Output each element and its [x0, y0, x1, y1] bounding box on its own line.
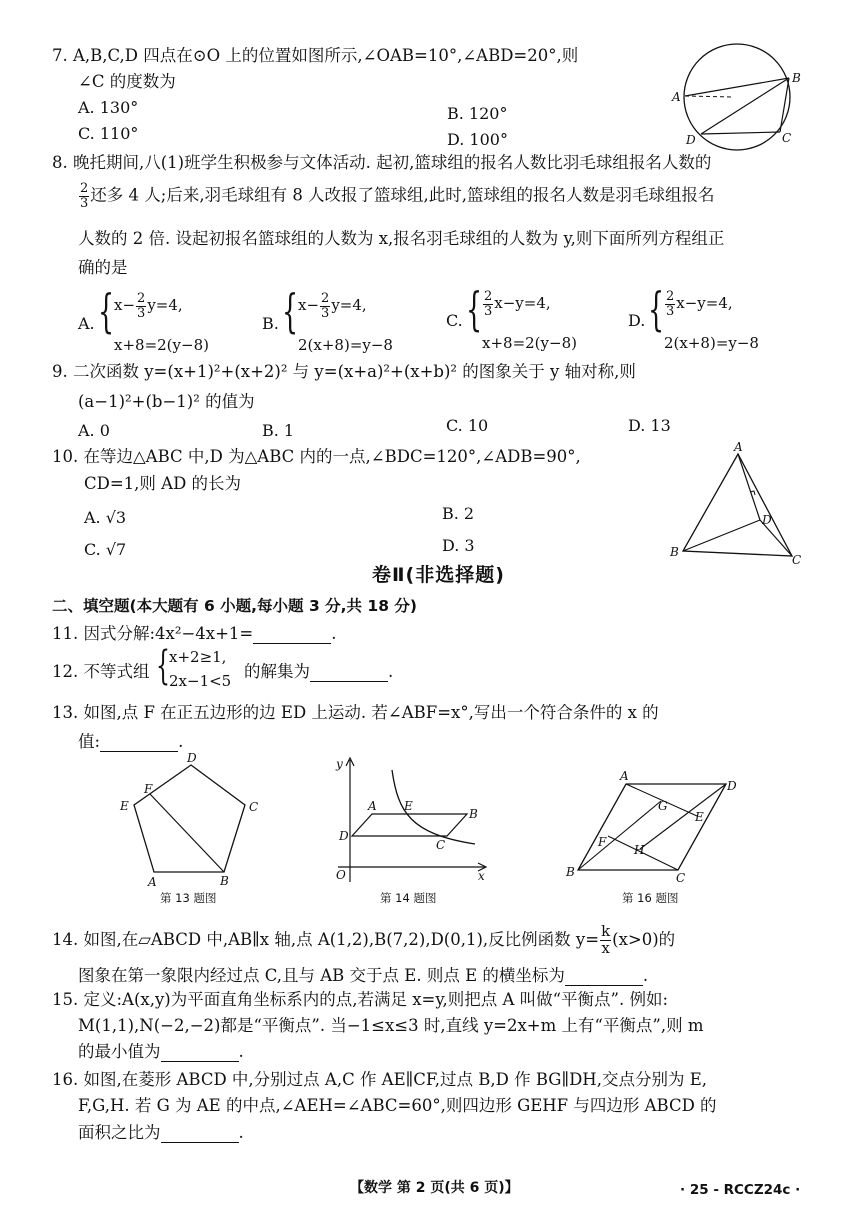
q7-option-b: B. 120°	[447, 104, 508, 123]
svg-text:D: D	[762, 513, 772, 527]
svg-text:B: B	[670, 545, 679, 559]
fig14-coordinate	[330, 752, 500, 888]
q8-option-a-label: A.	[78, 314, 95, 333]
fig16-rhombus	[560, 764, 750, 884]
svg-text:O: O	[336, 868, 346, 882]
fig13-caption: 第 13 题图	[160, 891, 217, 905]
q12-post: 的解集为 .	[244, 662, 394, 681]
svg-text:B: B	[792, 71, 801, 85]
svg-text:C: C	[676, 871, 686, 884]
svg-text:B: B	[469, 807, 478, 821]
q8-line4: 确的是	[78, 258, 128, 277]
svg-text:F: F	[144, 782, 153, 796]
q12-answer-blank[interactable]	[310, 667, 388, 682]
svg-text:D: D	[339, 829, 349, 843]
svg-text:D: D	[187, 751, 197, 765]
q13-line1: 13. 如图,点 F 在正五边形的边 ED 上运动. 若∠ABF=x°,写出一个符合条件的 x 的	[52, 703, 659, 722]
svg-text:B: B	[566, 865, 575, 879]
fig16-caption: 第 16 题图	[622, 891, 679, 905]
svg-text:D: D	[686, 133, 696, 147]
q14-line1: 14. 如图,在▱ABCD 中,AB∥x 轴,点 A(1,2),B(7,2),D(0,1),反比例函数 y= $\frac{k}{x}$ (x>0)的	[52, 922, 676, 957]
svg-text:E: E	[120, 799, 129, 813]
q8-option-c-label: C.	[446, 311, 463, 330]
q8-option-a-system: { x− $\frac{2}{3}$ y=4, x+8=2(y−8)	[98, 284, 209, 354]
q15-answer-blank[interactable]	[161, 1047, 239, 1062]
q8-option-c-system: { $\frac{2}{3}$ x−y=4, x+8=2(y−8)	[466, 282, 577, 352]
q8-option-b-system: { x− $\frac{2}{3}$ y=4, 2(x+8)=y−8	[282, 284, 393, 354]
q15-line2: M(1,1),N(−2,−2)都是“平衡点”. 当−1≤x≤3 时,直线 y=2x+m 上有“平衡点”,则 m	[78, 1016, 704, 1035]
q7-option-d: D. 100°	[447, 130, 508, 149]
svg-text:D: D	[727, 779, 737, 793]
q9-line2: (a−1)²+(b−1)² 的值为	[78, 392, 255, 411]
svg-text:C: C	[249, 800, 259, 814]
q7-option-c: C. 110°	[78, 124, 139, 143]
q9-option-a: A. 0	[78, 421, 110, 440]
svg-text:A: A	[368, 799, 377, 813]
footer-page-info: 【数学 第 2 页(共 6 页)】	[350, 1180, 519, 1196]
q9-line1: 9. 二次函数 y=(x+1)²+(x+2)² 与 y=(x+a)²+(x+b)² 的图象关于 y 轴对称,则	[52, 362, 636, 381]
q14-answer-blank[interactable]	[565, 971, 643, 986]
svg-text:A: A	[620, 769, 629, 783]
q11-answer-blank[interactable]	[253, 629, 331, 644]
q10-line2: CD=1,则 AD 的长为	[84, 474, 242, 493]
svg-text:C: C	[782, 131, 792, 145]
svg-text:C: C	[792, 553, 802, 567]
q8-option-b-label: B.	[262, 314, 279, 333]
section2-heading: 二、填空题(本大题有 6 小题,每小题 3 分,共 18 分)	[52, 597, 417, 615]
q15-line1: 15. 定义:A(x,y)为平面直角坐标系内的点,若满足 x=y,则把点 A 叫做“平衡点”. 例如:	[52, 990, 669, 1009]
q8-option-d-system: { $\frac{2}{3}$ x−y=4, 2(x+8)=y−8	[648, 282, 759, 352]
q12-pre: 12. 不等式组	[52, 662, 150, 681]
q7-line2: ∠C 的度数为	[78, 72, 176, 91]
q7-option-a: A. 130°	[78, 98, 139, 117]
svg-text:B: B	[220, 874, 229, 888]
q10-option-d: D. 3	[442, 536, 475, 555]
q8-fraction: $\frac{2}{3}$	[80, 181, 89, 211]
q16-line2: F,G,H. 若 G 为 AE 的中点,∠AEH=∠ABC=60°,则四边形 GEHF 与四边形 ABCD 的	[78, 1096, 717, 1115]
q8-line2: $\frac{2}{3}$ 还多 4 人;后来,羽毛球组有 8 人改报了篮球组,此时,篮球组的报名人数是羽毛球组报名	[80, 181, 715, 211]
svg-text:A: A	[148, 875, 157, 888]
q7-line1: 7. A,B,C,D 四点在⊙O 上的位置如图所示,∠OAB=10°,∠ABD=20°,则	[52, 46, 579, 65]
q10-option-a: A. √3	[84, 508, 127, 527]
svg-text:x: x	[478, 869, 485, 883]
q16-line3: 面积之比为 .	[78, 1123, 244, 1142]
footer-code: · 25 - RCCZ24c ·	[680, 1182, 801, 1198]
q8-line3: 人数的 2 倍. 设起初报名篮球组的人数为 x,报名羽毛球组的人数为 y,则下面所列方程组正	[78, 229, 725, 248]
svg-text:G: G	[658, 799, 668, 813]
q13-line2: 值: .	[78, 732, 184, 751]
q9-option-d: D. 13	[628, 416, 671, 435]
svg-text:E: E	[404, 799, 413, 813]
q9-option-c: C. 10	[446, 416, 489, 435]
q8-line1: 8. 晚托期间,八(1)班学生积极参与文体活动. 起初,篮球组的报名人数比羽毛球组报名人数的	[52, 153, 712, 172]
fig13-pentagon	[112, 748, 282, 888]
q14-line2: 图象在第一象限内经过点 C,且与 AB 交于点 E. 则点 E 的横坐标为 .	[78, 966, 649, 985]
svg-text:A: A	[672, 90, 681, 104]
svg-text:E: E	[695, 810, 704, 824]
svg-text:C: C	[436, 838, 446, 852]
svg-text:F: F	[598, 835, 607, 849]
q15-line3: 的最小值为 .	[78, 1042, 244, 1061]
svg-text:y: y	[336, 757, 343, 771]
q10-option-c: C. √7	[84, 540, 127, 559]
svg-text:A: A	[734, 440, 743, 454]
q8-option-d-label: D.	[628, 311, 646, 330]
q10-option-b: B. 2	[442, 504, 475, 523]
q12-system: { x+2≥1, 2x−1<5	[156, 643, 232, 690]
svg-text:H: H	[634, 843, 645, 857]
part2-title: 卷Ⅱ(非选择题)	[372, 564, 505, 586]
q7-circle-figure	[668, 40, 808, 152]
q11: 11. 因式分解:4x²−4x+1= .	[52, 624, 337, 643]
q16-answer-blank[interactable]	[161, 1128, 239, 1143]
fig14-caption: 第 14 题图	[380, 891, 437, 905]
q10-triangle-figure	[664, 440, 814, 568]
q9-option-b: B. 1	[262, 421, 295, 440]
q10-line1: 10. 在等边△ABC 中,D 为△ABC 内的一点,∠BDC=120°,∠ADB=90°,	[52, 447, 581, 466]
q16-line1: 16. 如图,在菱形 ABCD 中,分别过点 A,C 作 AE∥CF,过点 B,D 作 BG∥DH,交点分别为 E,	[52, 1070, 707, 1089]
